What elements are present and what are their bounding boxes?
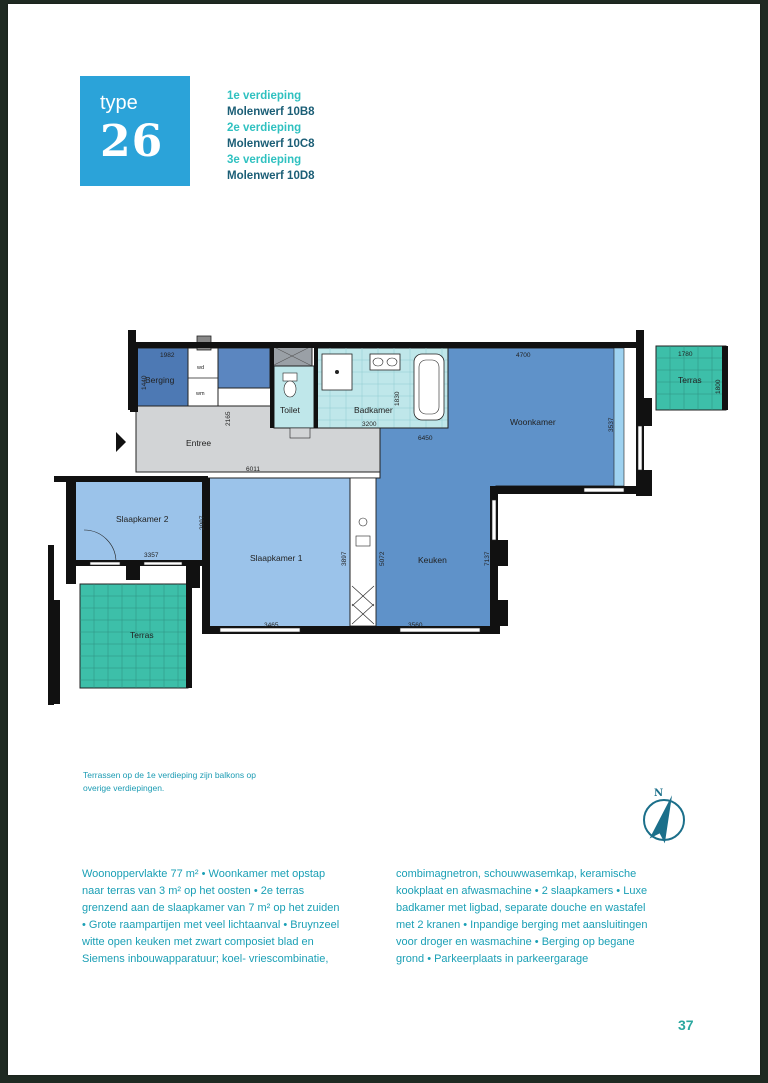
dim-entree-h: 2165 [225, 411, 232, 426]
level-label: 3e verdieping [227, 154, 302, 166]
dim-slaapkamer2-w: 3357 [144, 552, 159, 559]
label-terras-zuid: Terras [130, 630, 154, 640]
label-wm: wm [196, 391, 205, 397]
dim-entree-w: 6011 [246, 466, 260, 473]
dim-slaapkamer1-w: 3465 [264, 622, 279, 629]
label-slaapkamer-2: Slaapkamer 2 [116, 514, 169, 524]
dim-keuken-right-h: 7137 [484, 551, 491, 566]
dim-woonkamer-h: 3537 [608, 417, 615, 432]
dim-terras-oost-w: 1780 [678, 351, 693, 358]
dim-slaapkamer1-h: 3897 [341, 551, 348, 566]
label-keuken: Keuken [418, 555, 447, 565]
description-left: Woonoppervlakte 77 m² • Woonkamer met opstap naar terras van 3 m² op het oosten • 2e terras grenzend aan de slaapkamer van 7 m² op het zuiden • Grote raampartijen met veel lichtaanval • Bruynzeel witte open keuken met zwart composiet blad en Siemens inbouwapparatuur; koel- vriescombinatie, [82, 868, 340, 965]
label-berging: Berging [145, 375, 175, 385]
label-terras-oost: Terras [678, 375, 702, 385]
description-right: combimagnetron, schouwwasemkap, keramische kookplaat en afwasmachine • 2 slaapkamers • Luxe badkamer met ligbad, separate douche en wastafel met 2 kranen • Inpandige berging met aansluitingen voor droger en wasmachine • Berging op begane grond • Parkeerplaats in parkeergarage [396, 868, 648, 965]
level-label: 2e verdieping [227, 122, 302, 134]
label-woonkamer: Woonkamer [510, 417, 556, 427]
type-word: type [100, 92, 138, 114]
kitchen-counter [350, 478, 376, 626]
compass-n: N [654, 788, 664, 799]
terrace-note: Terrassen op de 1e verdieping zijn balkons op overige verdiepingen. [83, 770, 256, 793]
dim-slaapkamer2-h: 2097 [199, 515, 206, 530]
room-wd-wm [188, 348, 218, 406]
room-kast [218, 348, 270, 388]
label-badkamer: Badkamer [354, 405, 393, 415]
address-name: Molenwerf 10C8 [227, 138, 315, 150]
compass-icon [644, 788, 684, 843]
dim-woonkamer-bottom: 6450 [418, 435, 433, 442]
label-toilet: Toilet [280, 405, 300, 415]
address-name: Molenwerf 10D8 [227, 170, 315, 182]
label-wd: wd [197, 365, 205, 371]
dim-berging-h: 1440 [141, 375, 148, 390]
label-slaapkamer-1: Slaapkamer 1 [250, 553, 303, 563]
type-number: 26 [100, 116, 164, 167]
dim-badkamer-h: 1830 [394, 391, 401, 406]
level-label: 1e verdieping [227, 90, 302, 102]
dim-keuken-h: 5072 [379, 551, 386, 566]
dim-badkamer-w: 3200 [362, 421, 377, 428]
dim-woonkamer-top: 4700 [516, 352, 531, 359]
dim-keuken-w: 3560 [408, 622, 423, 629]
label-entree: Entree [186, 438, 212, 448]
page-number: 37 [678, 1017, 694, 1033]
dim-terras-oost-h: 1800 [715, 379, 722, 394]
address-name: Molenwerf 10B8 [227, 106, 315, 118]
entrance-arrow [116, 432, 126, 452]
dim-berging-w: 1982 [160, 352, 175, 359]
